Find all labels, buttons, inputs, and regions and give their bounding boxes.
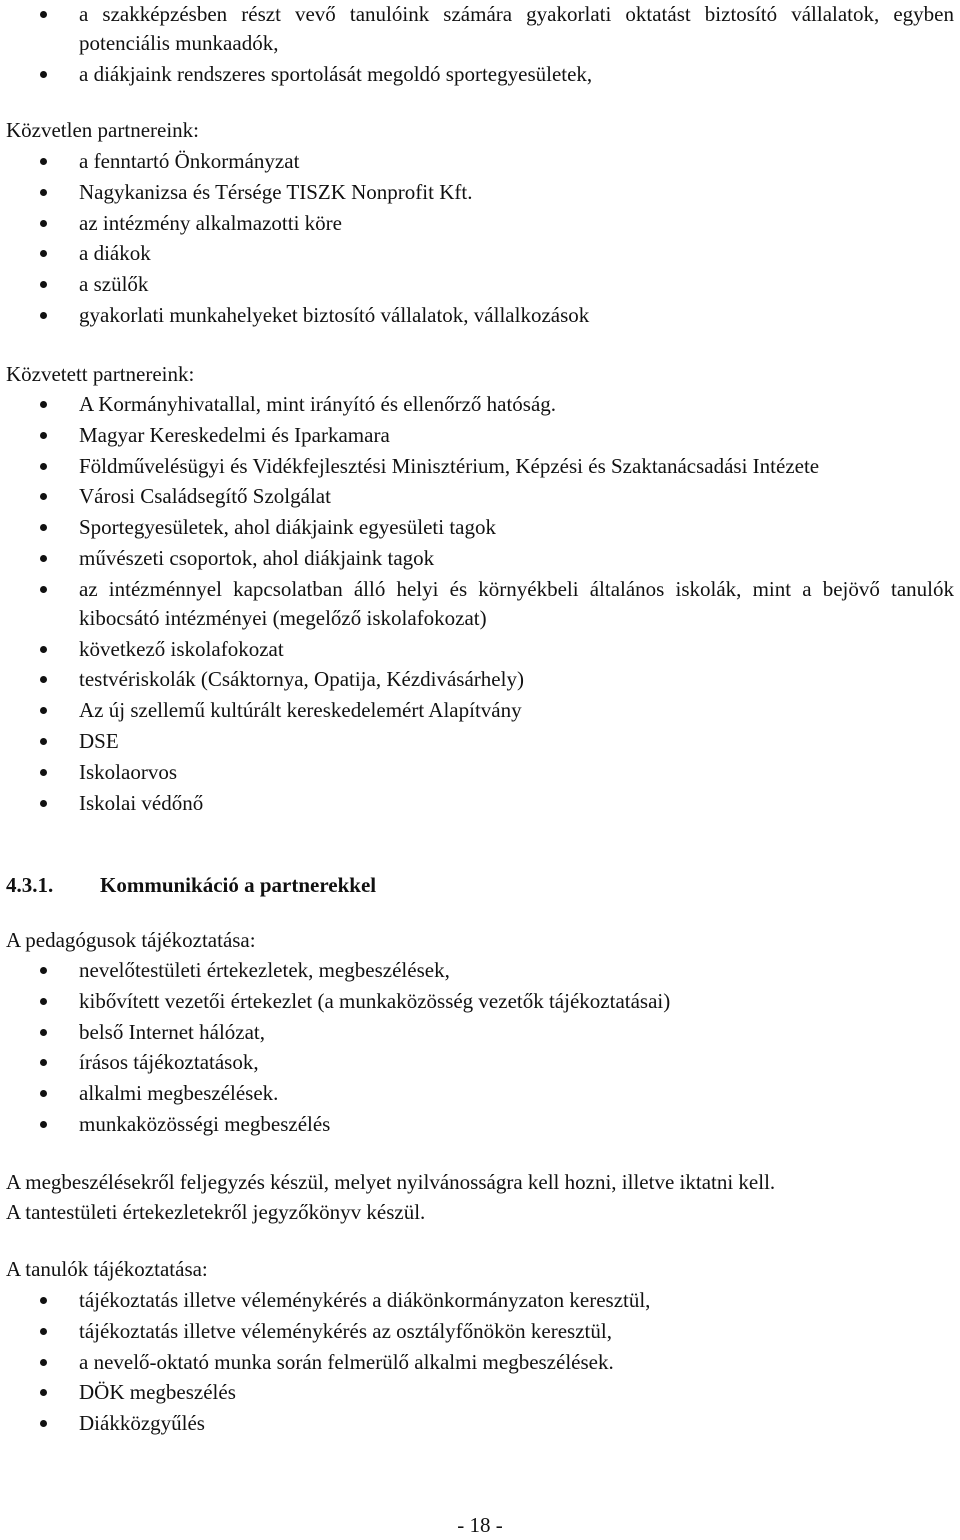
teachers-list bbox=[0, 956, 960, 1141]
bullet-icon bbox=[40, 432, 47, 439]
bullet-icon bbox=[40, 1297, 47, 1304]
list-item bbox=[0, 1409, 960, 1438]
list-item bbox=[0, 452, 960, 481]
list-item bbox=[0, 270, 960, 299]
list-item bbox=[0, 789, 960, 818]
bullet-icon bbox=[40, 707, 47, 714]
bullet-icon bbox=[40, 1359, 47, 1366]
list-item-text: Nagykanizsa és Térsége TISZK Nonprofit Kft. bbox=[79, 179, 473, 204]
bullet-icon bbox=[40, 189, 47, 196]
list-item-text: Az új szellemű kultúrált kereskedelemért Alapítvány bbox=[79, 698, 522, 723]
bullet-icon bbox=[40, 524, 47, 531]
bullet-icon bbox=[40, 1029, 47, 1036]
list-item-text: Magyar Kereskedelmi és Iparkamara bbox=[79, 422, 390, 447]
bullet-icon bbox=[40, 463, 47, 470]
list-item bbox=[0, 544, 960, 573]
indirect-partners-list bbox=[0, 390, 960, 819]
bullet-icon bbox=[40, 555, 47, 562]
list-item-text: Sportegyesületek, ahol diákjaink egyesületi tagok bbox=[79, 515, 496, 540]
list-item-text: Iskolai védőnő bbox=[79, 790, 204, 815]
bullet-icon bbox=[40, 71, 47, 78]
list-top bbox=[0, 0, 960, 91]
list-item bbox=[0, 696, 960, 725]
list-item-text: gyakorlati munkahelyeket biztosító vállalatok, vállalkozások bbox=[79, 302, 590, 327]
list-item-text: a diákok bbox=[79, 241, 151, 266]
list-item-text: tájékoztatás illetve véleménykérés a diákönkormányzaton keresztül, bbox=[79, 1288, 651, 1312]
section-title: Kommunikáció a partnerekkel bbox=[100, 873, 377, 897]
list-item bbox=[0, 421, 960, 450]
list-item-text: Diákközgyűlés bbox=[79, 1411, 205, 1436]
bullet-icon bbox=[40, 586, 47, 593]
list-item-text: írásos tájékoztatások, bbox=[79, 1050, 259, 1075]
list-item bbox=[0, 727, 960, 756]
list-item-text: Földművelésügyi és Vidékfejlesztési Minisztérium, Képzési és Szaktanácsadási Intézete bbox=[79, 453, 820, 478]
list-item bbox=[0, 575, 960, 633]
list-item bbox=[0, 987, 960, 1016]
list-item bbox=[0, 1348, 960, 1377]
bullet-icon bbox=[40, 1090, 47, 1097]
direct-partners-heading: Közvetlen partnereink: bbox=[6, 118, 199, 142]
list-item-text: alkalmi megbeszélések. bbox=[79, 1081, 279, 1106]
list-item-text: belső Internet hálózat, bbox=[79, 1019, 266, 1044]
list-item-text: Iskolaorvos bbox=[79, 759, 177, 784]
list-item bbox=[0, 301, 960, 330]
list-item bbox=[0, 1378, 960, 1407]
list-item-text: Városi Családsegítő Szolgálat bbox=[79, 484, 331, 509]
list-item bbox=[0, 635, 960, 664]
list-item bbox=[0, 60, 960, 89]
list-item-text: DSE bbox=[79, 728, 119, 753]
teachers-heading: A pedagógusok tájékoztatása: bbox=[6, 928, 256, 952]
notes-line-1: A megbeszélésekről feljegyzés készül, melyet nyilvánosságra kell hozni, illetve iktatni kell. bbox=[6, 1170, 776, 1194]
list-item-text: tájékoztatás illetve véleménykérés az osztályfőnökön keresztül, bbox=[79, 1318, 612, 1343]
page-number: - 18 - bbox=[457, 1513, 503, 1537]
bullet-icon bbox=[40, 158, 47, 165]
list-item-text: testvériskolák (Csáktornya, Opatija, Kézdivásárhely) bbox=[79, 667, 524, 692]
list-item-text: következő iskolafokozat bbox=[79, 636, 284, 661]
bullet-icon bbox=[40, 967, 47, 974]
list-item-text: a diákjaink rendszeres sportolását megoldó sportegyesületek, bbox=[79, 61, 593, 86]
indirect-partners-heading: Közvetett partnereink: bbox=[6, 362, 195, 386]
list-item bbox=[0, 147, 960, 176]
list-item-text: az intézménnyel kapcsolatban álló helyi és környékbeli általános iskolák, mint a bejövő tanulók kibocsátó intézményei (megelőző iskolafokozat) bbox=[79, 576, 954, 630]
list-item-text: A Kormányhivatallal, mint irányító és ellenőrző hatóság. bbox=[79, 392, 557, 416]
bullet-icon bbox=[40, 401, 47, 408]
list-item-text: munkaközösségi megbeszélés bbox=[79, 1111, 331, 1136]
bullet-icon bbox=[40, 738, 47, 745]
list-item bbox=[0, 239, 960, 268]
list-item bbox=[0, 956, 960, 985]
bullet-icon bbox=[40, 646, 47, 653]
list-item bbox=[0, 665, 960, 694]
list-item-text: a fenntartó Önkormányzat bbox=[79, 149, 300, 173]
list-item bbox=[0, 0, 960, 58]
bullet-icon bbox=[40, 769, 47, 776]
students-heading: A tanulók tájékoztatása: bbox=[6, 1257, 208, 1281]
list-item-text: kibővített vezetői értekezlet (a munkaközösség vezetők tájékoztatásai) bbox=[79, 988, 671, 1013]
bullet-icon bbox=[40, 676, 47, 683]
direct-partners-list bbox=[0, 147, 960, 332]
bullet-icon bbox=[40, 11, 47, 18]
list-item bbox=[0, 1048, 960, 1077]
list-item bbox=[0, 1079, 960, 1108]
list-item-text: a szakképzésben részt vevő tanulóink számára gyakorlati oktatást biztosító vállalatok, egyben potenciális munkaadók, bbox=[79, 2, 954, 55]
list-item-text: a nevelő-oktató munka során felmerülő alkalmi megbeszélések. bbox=[79, 1349, 614, 1374]
bullet-icon bbox=[40, 312, 47, 319]
list-item bbox=[0, 209, 960, 238]
bullet-icon bbox=[40, 1389, 47, 1396]
list-item bbox=[0, 178, 960, 207]
list-item-text: DÖK megbeszélés bbox=[79, 1380, 236, 1405]
list-item bbox=[0, 1110, 960, 1139]
list-item bbox=[0, 513, 960, 542]
bullet-icon bbox=[40, 281, 47, 288]
list-item bbox=[0, 758, 960, 787]
bullet-icon bbox=[40, 1121, 47, 1128]
section-number: 4.3.1. bbox=[6, 873, 54, 897]
list-item-text: a szülők bbox=[79, 272, 149, 297]
list-item bbox=[0, 482, 960, 511]
section-heading bbox=[6, 871, 376, 900]
bullet-icon bbox=[40, 800, 47, 807]
list-item bbox=[0, 1018, 960, 1047]
list-item bbox=[0, 390, 960, 419]
bullet-icon bbox=[40, 1059, 47, 1066]
notes-line-2: A tantestületi értekezletekről jegyzőkönyv készül. bbox=[6, 1200, 426, 1224]
bullet-icon bbox=[40, 250, 47, 257]
bullet-icon bbox=[40, 1328, 47, 1335]
list-item bbox=[0, 1317, 960, 1346]
students-list bbox=[0, 1286, 960, 1440]
list-item bbox=[0, 1286, 960, 1315]
list-item-text: az intézmény alkalmazotti köre bbox=[79, 210, 342, 235]
bullet-icon bbox=[40, 998, 47, 1005]
bullet-icon bbox=[40, 493, 47, 500]
bullet-icon bbox=[40, 220, 47, 227]
bullet-icon bbox=[40, 1420, 47, 1427]
list-item-text: művészeti csoportok, ahol diákjaink tagok bbox=[79, 545, 435, 570]
list-item-text: nevelőtestületi értekezletek, megbeszélések, bbox=[79, 958, 450, 982]
